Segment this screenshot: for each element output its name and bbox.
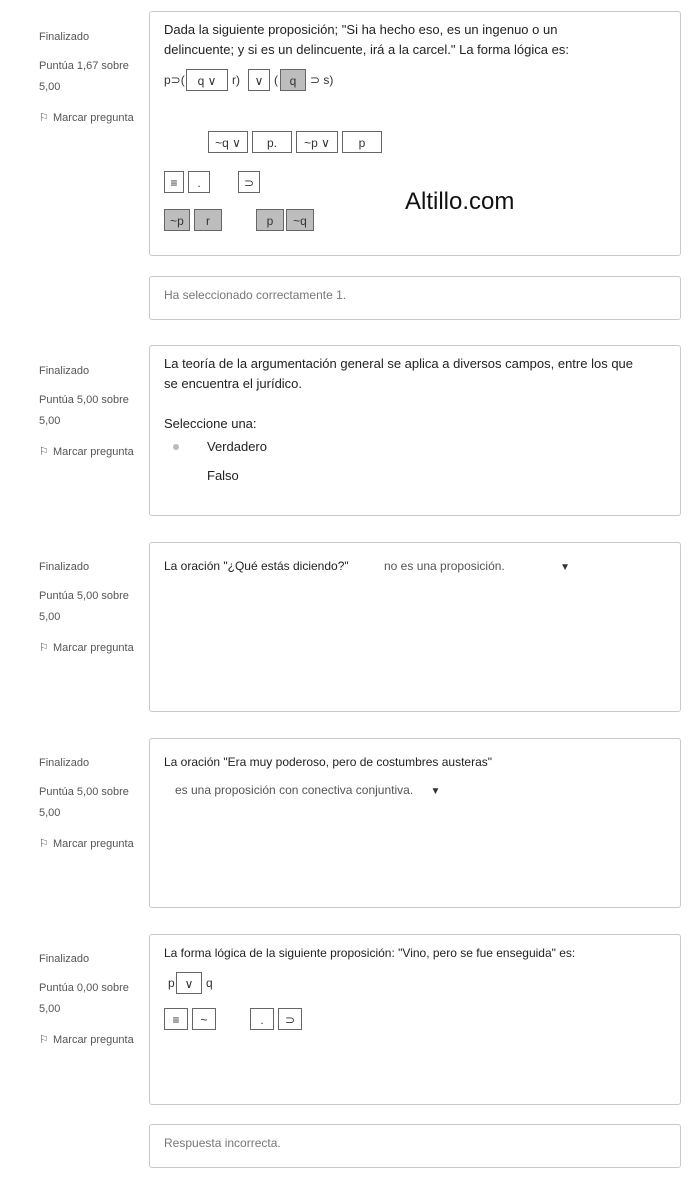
flag-icon: ⚐ — [39, 642, 49, 654]
question-info-3 — [39, 560, 139, 658]
question-text: La teoría de la argumentación general se aplica a diversos campos, entre los que se encuentra el jurídico. — [164, 356, 634, 391]
drop-slot-2[interactable]: ∨ — [248, 69, 270, 91]
flag-label: Marcar pregunta — [53, 642, 134, 654]
select-prompt: Seleccione una: — [164, 416, 257, 431]
question-state: Finalizado — [39, 561, 90, 573]
flag-label: Marcar pregunta — [53, 112, 134, 124]
drag-choice[interactable]: p — [256, 209, 284, 231]
formula-part: p⊃( — [164, 73, 185, 87]
drag-choice[interactable]: ~p — [164, 209, 190, 231]
drag-choice[interactable]: . — [188, 171, 210, 193]
formula-part: r) — [232, 73, 240, 87]
drop-slot-1[interactable]: q ∨ — [186, 69, 228, 91]
flag-icon: ⚐ — [39, 446, 49, 458]
formula-part: q — [206, 976, 213, 990]
question-box-5 — [149, 934, 681, 1105]
flag-icon: ⚐ — [39, 838, 49, 850]
flag-question-link[interactable] — [39, 834, 139, 854]
flag-icon: ⚐ — [39, 112, 49, 124]
question-state: Finalizado — [39, 365, 90, 377]
feedback-box-1 — [149, 276, 681, 320]
question-info-2 — [39, 364, 139, 462]
question-state: Finalizado — [39, 757, 90, 769]
dropdown-caret-icon: ▼ — [560, 562, 570, 573]
drag-choice[interactable]: ≡ — [164, 171, 184, 193]
question-box-3 — [149, 542, 681, 712]
radio-verdadero[interactable] — [173, 444, 179, 450]
drag-choice[interactable]: ~q ∨ — [208, 131, 248, 153]
drag-choice[interactable]: p. — [252, 131, 292, 153]
flag-question-link[interactable] — [39, 442, 139, 462]
drag-choice[interactable]: . — [250, 1008, 274, 1030]
flag-icon: ⚐ — [39, 1034, 49, 1046]
question-box-2 — [149, 345, 681, 516]
flag-question-link[interactable] — [39, 1030, 139, 1050]
feedback-text: Ha seleccionado correctamente 1. — [164, 288, 347, 302]
option-verdadero[interactable]: Verdadero — [207, 439, 267, 454]
question-text: Dada la siguiente proposición; "Si ha hecho eso, es un ingenuo o un delincuente; y si es un delincuente, irá a la carcel." La forma lógica es: — [164, 22, 569, 57]
formula-part: ⊃ s) — [310, 73, 334, 87]
select-value: no es una proposición. — [384, 559, 505, 573]
question-info-1 — [39, 30, 139, 128]
drag-choice[interactable]: ≡ — [164, 1008, 188, 1030]
question-grade: Puntúa 0,00 sobre 5,00 — [39, 982, 129, 1015]
flag-question-link[interactable] — [39, 638, 139, 658]
watermark-logo: Altillo.com — [405, 188, 515, 215]
question-box-1 — [149, 11, 681, 256]
question-grade: Puntúa 5,00 sobre 5,00 — [39, 590, 129, 623]
question-text: La oración "Era muy poderoso, pero de costumbres austeras" — [164, 755, 493, 769]
drag-choice[interactable]: ~q — [286, 209, 314, 231]
formula-part: ( — [274, 73, 278, 87]
question-grade: Puntúa 1,67 sobre 5,00 — [39, 60, 129, 93]
flag-label: Marcar pregunta — [53, 446, 134, 458]
drag-choice[interactable]: ~p ∨ — [296, 131, 338, 153]
flag-label: Marcar pregunta — [53, 1034, 134, 1046]
option-falso[interactable]: Falso — [207, 468, 239, 483]
question-state: Finalizado — [39, 31, 90, 43]
question-state: Finalizado — [39, 953, 90, 965]
question-box-4 — [149, 738, 681, 908]
drag-choice[interactable]: ~ — [192, 1008, 216, 1030]
drop-slot-3[interactable]: q — [280, 69, 306, 91]
answer-select[interactable] — [384, 556, 570, 578]
flag-label: Marcar pregunta — [53, 838, 134, 850]
question-text: La forma lógica de la siguiente proposición: "Vino, pero se fue enseguida" es: — [164, 946, 576, 960]
dropdown-caret-icon: ▼ — [430, 786, 441, 797]
formula-part: p — [168, 976, 175, 990]
drop-slot-1[interactable]: ∨ — [176, 972, 202, 994]
drag-choice[interactable]: ⊃ — [238, 171, 260, 193]
question-info-4 — [39, 756, 139, 854]
flag-question-link[interactable] — [39, 108, 139, 128]
question-grade: Puntúa 5,00 sobre 5,00 — [39, 394, 129, 427]
feedback-text: Respuesta incorrecta. — [164, 1136, 281, 1150]
drag-choice[interactable]: ⊃ — [278, 1008, 302, 1030]
drag-choice[interactable]: p — [342, 131, 382, 153]
select-value: es una proposición con conectiva conjuntiva. — [175, 783, 414, 797]
question-info-5 — [39, 952, 139, 1050]
drag-choice[interactable]: r — [194, 209, 222, 231]
answer-select[interactable] — [175, 780, 440, 802]
feedback-box-5 — [149, 1124, 681, 1168]
question-text: La oración "¿Qué estás diciendo?" — [164, 559, 349, 573]
question-grade: Puntúa 5,00 sobre 5,00 — [39, 786, 129, 819]
